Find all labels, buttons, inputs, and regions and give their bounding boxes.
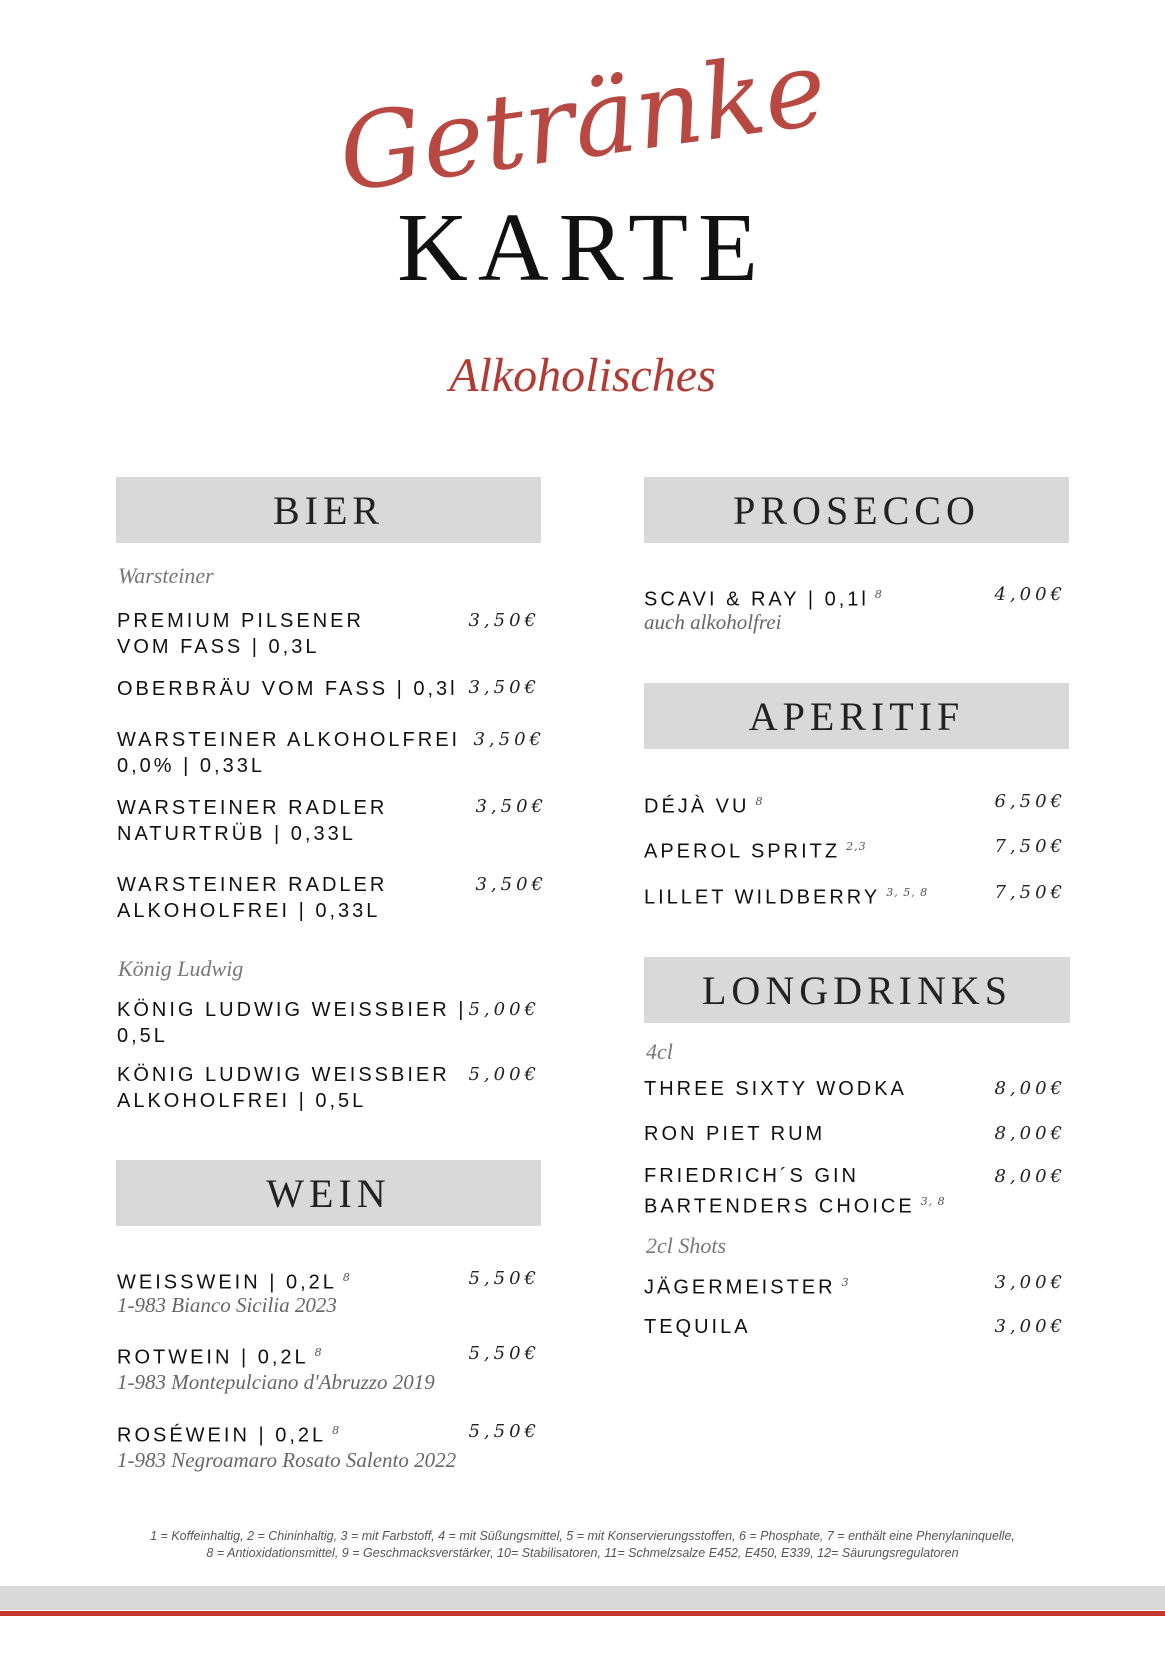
price: 5,00€ — [468, 1064, 540, 1085]
menu-item: DÉJÀ VU $^8$ — [644, 795, 764, 818]
menu-item: APEROL SPRITZ $^{2,3}$ — [644, 840, 867, 863]
group-label-4cl: 4cl — [646, 1039, 673, 1064]
price: 3,00€ — [994, 1316, 1066, 1337]
price: 5,50€ — [468, 1421, 540, 1442]
menu-item: KÖNIG LUDWIG WEISSBIER | 0,5L — [117, 999, 467, 1047]
price: 6,50€ — [994, 791, 1066, 812]
menu-item: WARSTEINER RADLER ALKOHOLFREI | 0,33L — [117, 874, 388, 922]
page-title: KARTE — [397, 194, 768, 302]
group-label-warsteiner: Warsteiner — [118, 563, 214, 588]
section-header-bier: BIER — [116, 477, 541, 543]
menu-item: WEISSWEIN | 0,2L $^8$ — [117, 1271, 351, 1294]
price: 7,50€ — [994, 882, 1066, 903]
section-header-longdrinks: LONGDRINKS — [644, 957, 1070, 1023]
price: 3,00€ — [994, 1272, 1066, 1293]
menu-item: TEQUILA — [644, 1316, 751, 1338]
price: 3,50€ — [468, 610, 540, 631]
footer-accent-line — [0, 1611, 1165, 1616]
price: 3,50€ — [475, 796, 547, 817]
menu-item: FRIEDRICH´S GIN BARTENDERS CHOICE $^{3, 8}$ — [644, 1165, 946, 1218]
group-label-shots: 2cl Shots — [646, 1233, 727, 1258]
item-note: 1-983 Bianco Sicilia 2023 — [117, 1293, 337, 1317]
menu-item: SCAVI & RAY | 0,1l $^8$ — [644, 588, 883, 611]
price: 8,00€ — [994, 1123, 1066, 1144]
price: 3,50€ — [468, 677, 540, 698]
menu-item: ROSÉWEIN | 0,2L $^8$ — [117, 1424, 341, 1447]
price: 4,00€ — [994, 584, 1066, 605]
menu-item: PREMIUM PILSENER VOM FASS | 0,3L — [117, 610, 364, 658]
section-header-prosecco: PROSECCO — [644, 477, 1069, 543]
menu-item: WARSTEINER RADLER NATURTRÜB | 0,33L — [117, 797, 388, 845]
price: 8,00€ — [994, 1078, 1066, 1099]
price: 3,50€ — [475, 874, 547, 895]
menu-item: ROTWEIN | 0,2L $^8$ — [117, 1346, 323, 1369]
price: 8,00€ — [994, 1166, 1066, 1187]
price: 5,00€ — [468, 999, 540, 1020]
item-note: auch alkoholfrei — [644, 610, 782, 634]
page-subtitle: Alkoholisches — [449, 349, 716, 402]
menu-item: WARSTEINER ALKOHOLFREI 0,0% | 0,33L — [117, 729, 461, 777]
footnotes: 1 = Koffeinhaltig, 2 = Chininhaltig, 3 = mit Farbstoff, 4 = mit Süßungsmittel, 5 = mit Konservierungsstoffen, 6 = Phosphate, 7 = enthält eine Phenylaninquelle, 8 = Antioxidationsmittel, 9 = Geschmacksverstärker, 10= Stabilisatoren, 11= Schmelzsalze E452, E450, E339, 12= Säurungsregulatoren — [150, 1529, 1015, 1560]
menu-item: KÖNIG LUDWIG WEISSBIER ALKOHOLFREI | 0,5L — [117, 1064, 450, 1112]
menu-item: THREE SIXTY WODKA — [644, 1078, 907, 1100]
menu-item: LILLET WILDBERRY $^{3, 5, 8}$ — [644, 886, 929, 909]
price: 3,50€ — [473, 729, 545, 750]
menu-item: OBERBRÄU VOM FASS | 0,3l — [117, 678, 458, 700]
title-script: Getränke — [331, 26, 834, 216]
section-header-aperitif: APERITIF — [644, 683, 1069, 749]
price: 5,50€ — [468, 1268, 540, 1289]
group-label-koenig-ludwig: König Ludwig — [118, 956, 244, 981]
price: 5,50€ — [468, 1343, 540, 1364]
price: 7,50€ — [994, 836, 1066, 857]
footer-bar — [0, 1586, 1165, 1610]
item-note: 1-983 Montepulciano d'Abruzzo 2019 — [117, 1370, 435, 1394]
menu-item: RON PIET RUM — [644, 1123, 826, 1145]
item-note: 1-983 Negroamaro Rosato Salento 2022 — [117, 1448, 457, 1472]
menu-item: JÄGERMEISTER $^3$ — [644, 1276, 850, 1299]
section-header-wein: WEIN — [116, 1160, 541, 1226]
